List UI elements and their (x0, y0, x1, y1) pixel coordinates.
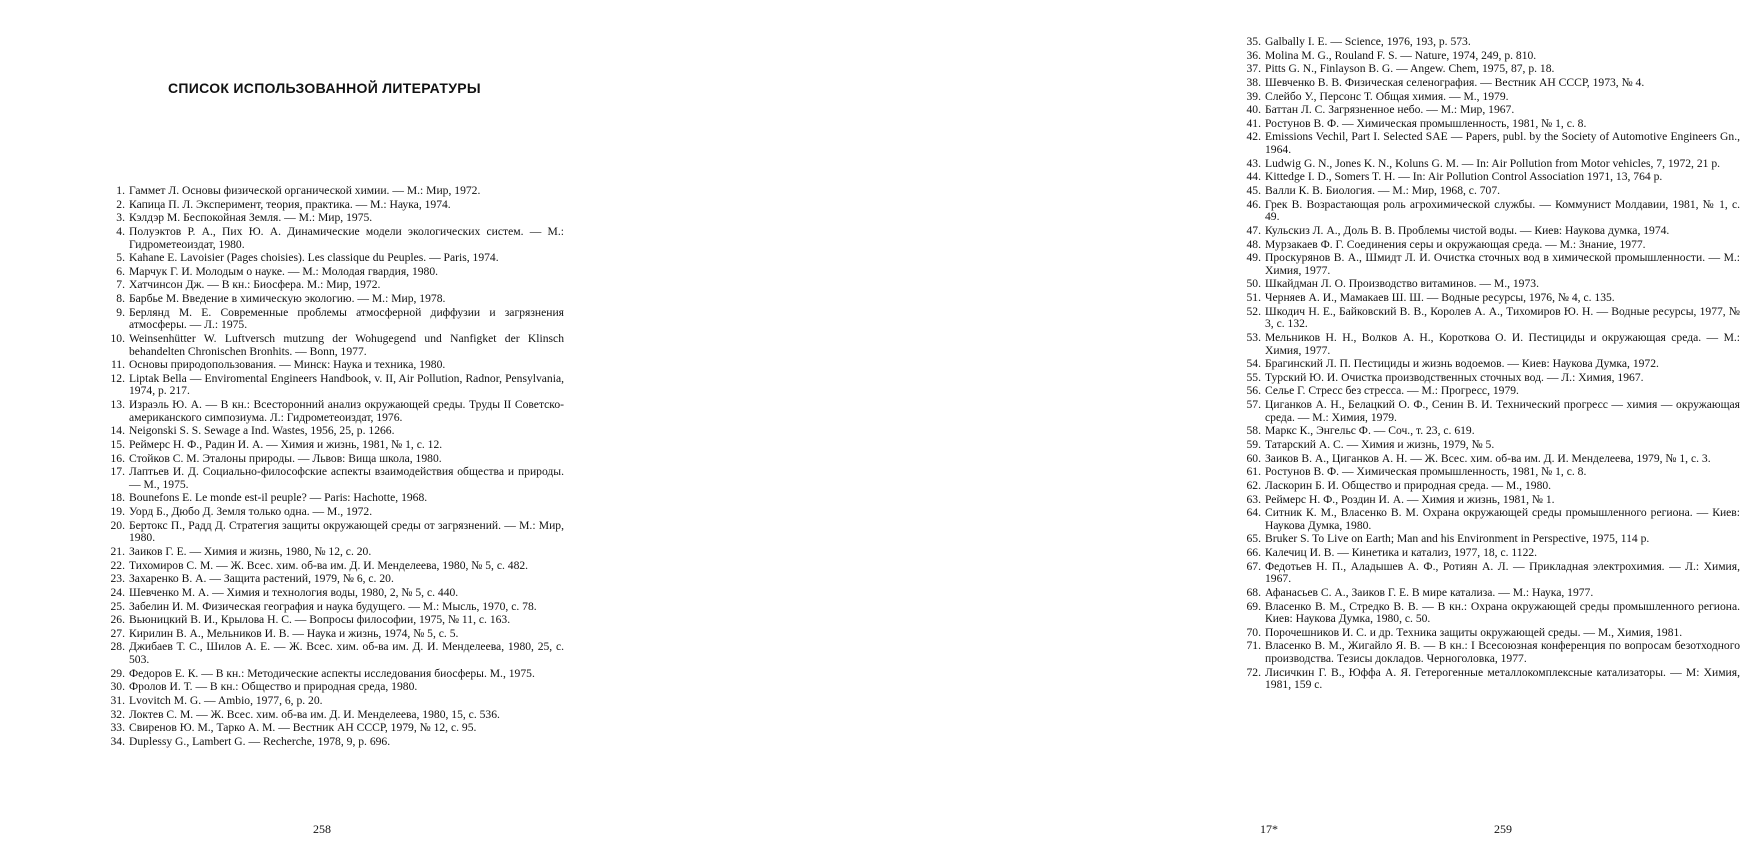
reference-item (1240, 466, 1740, 479)
reference-text: Мурзакаев Ф. Г. Соединения серы и окружающая среда. — М.: Знание, 1977. (1265, 237, 1646, 251)
reference-item (104, 466, 564, 491)
reference-text: Власенко В. М., Жигайло Я. В. — В кн.: I Всесоюзная конференция по вопросам безотходного производства. Тезисы докладов. Черноголовка, 1977. (1265, 639, 1740, 665)
reference-text: Вьюницкий В. И., Крылова Н. С. — Вопросы философии, 1975, № 11, с. 163. (129, 613, 511, 627)
reference-number: 29. (110, 666, 125, 680)
reference-number: 43. (1246, 156, 1261, 170)
reference-item (1240, 239, 1740, 252)
reference-number: 71. (1246, 639, 1261, 653)
reference-number: 32. (110, 707, 125, 721)
reference-text: Афанасьев С. А., Заиков Г. Е. В мире катализа. — М.: Наука, 1977. (1265, 585, 1594, 599)
reference-text: Свиренов Ю. М., Тарко А. М. — Вестник АН СССР, 1979, № 12, с. 95. (129, 721, 477, 735)
reference-item (1240, 225, 1740, 238)
reference-number: 7. (116, 278, 125, 292)
reference-item (104, 560, 564, 573)
reference-item (1240, 372, 1740, 385)
reference-number: 9. (116, 305, 125, 319)
reference-item (1240, 332, 1740, 357)
reference-text: Калечиц И. В. — Кинетика и катализ, 1977, 18, с. 1122. (1265, 546, 1538, 560)
reference-number: 42. (1246, 130, 1261, 144)
reference-text: Ласкорин Б. И. Общество и природная среда. — М., 1980. (1265, 478, 1552, 492)
reference-item (104, 252, 564, 265)
reference-item (104, 279, 564, 292)
reference-list-right (1240, 36, 1740, 693)
reference-text: Барбье М. Введение в химическую экологию. — М.: Мир, 1978. (129, 292, 446, 306)
reference-text: Заиков Г. Е. — Химия и жизнь, 1980, № 12, с. 20. (129, 544, 372, 558)
reference-text: Проскурянов В. А., Шмидт Л. И. Очистка сточных вод в химической промышленности. — М.: Химия, 1977. (1265, 251, 1740, 277)
reference-item (1240, 131, 1740, 156)
reference-item (104, 185, 564, 198)
reference-text: Татарский А. С. — Химия и жизнь, 1979, № 5. (1265, 437, 1495, 451)
reference-item (104, 359, 564, 372)
reference-number: 64. (1246, 506, 1261, 520)
reference-item (104, 695, 564, 708)
reference-number: 20. (110, 518, 125, 532)
reference-item (1240, 306, 1740, 331)
reference-text: Ростунов В. Ф. — Химическая промышленность, 1981, № 1, с. 8. (1265, 465, 1587, 479)
reference-number: 18. (110, 491, 125, 505)
reference-item (104, 399, 564, 424)
reference-number: 34. (110, 734, 125, 748)
reference-text: Валли К. В. Биология. — М.: Мир, 1968, с. 707. (1265, 184, 1501, 197)
reference-text: Кульскиз Л. А., Доль В. В. Проблемы чистой воды. — Киев: Наукова думка, 1974. (1265, 223, 1670, 237)
reference-text: Ростунов В. Ф. — Химическая промышленность, 1981, № 1, с. 8. (1265, 116, 1587, 130)
reference-text: Bounefons E. Le monde est-il peuple? — Paris: Hachotte, 1968. (129, 491, 428, 505)
left-page (0, 0, 600, 868)
reference-text: Стойков С. М. Эталоны природы. — Львов: Вища школа, 1980. (129, 451, 442, 465)
reference-item (104, 439, 564, 452)
reference-number: 28. (110, 640, 125, 654)
page-number-right: 259 (1494, 822, 1512, 836)
reference-number: 63. (1246, 492, 1261, 506)
reference-item (104, 681, 564, 694)
reference-text: Bruker S. To Live on Earth; Man and his Environment in Perspective, 1975, 114 p. (1265, 532, 1650, 546)
reference-text: Маркс К., Энгельс Ф. — Соч., т. 23, с. 619. (1265, 424, 1475, 438)
reference-number: 51. (1246, 291, 1261, 305)
reference-item (104, 453, 564, 466)
reference-text: Полуэктов Р. А., Пих Ю. А. Динамические модели экологических систем. — М.: Гидрометеоиздат, 1980. (129, 224, 564, 251)
reference-text: Забелин И. М. Физическая география и наука будущего. — М.: Мысль, 1970, с. 78. (129, 599, 537, 613)
reference-number: 68. (1246, 585, 1261, 599)
reference-number: 60. (1246, 451, 1261, 465)
reference-text: Лисичкин Г. В., Юффа А. Я. Гетерогенные металлокомплексные катализаторы. — М: Химия, 1981, 159 с. (1265, 665, 1740, 692)
reference-text: Weinsenhütter W. Luftversch mutzung der Wohugegend und Nanfigket der Klinsch behandelten Chronischen Bronhits. — Bonn, 1977. (129, 331, 564, 358)
reference-number: 12. (110, 371, 125, 385)
reference-item (1240, 63, 1740, 76)
reference-number: 59. (1246, 437, 1261, 451)
reference-item (1240, 252, 1740, 277)
page-number-left: 258 (313, 822, 331, 836)
reference-text: Марчук Г. И. Молодым о науке. — М.: Молодая гвардия, 1980. (129, 264, 439, 278)
reference-number: 49. (1246, 251, 1261, 265)
reference-number: 45. (1246, 184, 1261, 197)
reference-item (104, 722, 564, 735)
reference-item (1240, 640, 1740, 665)
reference-number: 31. (110, 693, 125, 707)
reference-number: 54. (1246, 357, 1261, 371)
reference-number: 36. (1246, 48, 1261, 62)
reference-text: Бертокс П., Радд Д. Стратегия защиты окружающей среды от загрязнений. — М.: Мир, 1980. (129, 518, 564, 545)
reference-item (1240, 494, 1740, 507)
reference-number: 33. (110, 721, 125, 735)
reference-text: Кэлдэр М. Беспокойная Земля. — М.: Мир, 1975. (129, 211, 373, 225)
reference-item (104, 614, 564, 627)
reference-text: Тихомиров С. М. — Ж. Всес. хим. об-ва им. Д. И. Менделеева, 1980, № 5, с. 482. (129, 558, 529, 572)
reference-item (104, 266, 564, 279)
reference-item (1240, 171, 1740, 184)
reference-text: Kittedge I. D., Somers T. H. — In: Air Pollution Control Association 1971, 13, 764 p. (1265, 170, 1663, 184)
reference-text: Брагинский Л. П. Пестициды и жизнь водоемов. — Киев: Наукова Думка, 1972. (1265, 357, 1659, 371)
reference-number: 56. (1246, 384, 1261, 398)
reference-item (104, 641, 564, 666)
reference-item (1240, 439, 1740, 452)
reference-item (104, 520, 564, 545)
reference-number: 39. (1246, 89, 1261, 103)
reference-number: 8. (116, 292, 125, 306)
reference-text: Баттан Л. С. Загрязненное небо. — М.: Мир, 1967. (1265, 103, 1515, 117)
reference-number: 23. (110, 572, 125, 586)
reference-item (1240, 480, 1740, 493)
reference-item (1240, 667, 1740, 692)
reference-item (1240, 104, 1740, 117)
reference-number: 1. (116, 184, 125, 197)
reference-text: Лаптьев И. Д. Социально-философские аспекты взаимодействия общества и природы. — М., 1975. (129, 465, 564, 491)
reference-item (1240, 118, 1740, 131)
reference-number: 67. (1246, 559, 1261, 573)
reference-number: 37. (1246, 62, 1261, 76)
reference-number: 26. (110, 613, 125, 627)
reference-item (104, 293, 564, 306)
reference-text: Власенко В. М., Стредко В. В. — В кн.: Охрана окружающей среды промышленного региона. Киев: Наукова Думка, 1980, с. 50. (1265, 599, 1740, 626)
reference-text: Ситник К. М., Власенко В. М. Охрана окружающей среды промышленного региона. — Киев: Наукова Думка, 1980. (1265, 506, 1740, 532)
reference-number: 5. (116, 251, 125, 265)
reference-number: 19. (110, 505, 125, 519)
reference-number: 72. (1246, 665, 1261, 679)
reference-item (1240, 587, 1740, 600)
reference-text: Хатчинсон Дж. — В кн.: Биосфера. М.: Мир, 1972. (129, 278, 381, 292)
right-page (600, 0, 1740, 868)
reference-number: 4. (116, 224, 125, 238)
reference-number: 53. (1246, 330, 1261, 344)
reference-text: Шкодич Н. Е., Байковский В. В., Королев А. А., Тихомиров Ю. Н. — Водные ресурсы, 1977, № 3, с. 132. (1265, 304, 1740, 331)
reference-number: 62. (1246, 478, 1261, 492)
reference-number: 15. (110, 437, 125, 451)
reference-item (104, 587, 564, 600)
reference-text: Ludwig G. N., Jones K. N., Koluns G. M. — In: Air Pollution from Motor vehicles, 7, 1972, 21 p. (1265, 156, 1721, 170)
reference-item (1240, 158, 1740, 171)
reference-number: 2. (116, 197, 125, 211)
reference-text: Федоров Е. К. — В кн.: Методические аспекты исследования биосферы. М., 1975. (129, 666, 535, 680)
reference-item (1240, 199, 1740, 224)
reference-number: 27. (110, 626, 125, 640)
reference-text: Циганков А. Н., Белацкий О. Ф., Сенин В. И. Технический прогресс — химия — окружающая среда. — М.: Химия, 1979. (1265, 398, 1740, 424)
reference-text: Слейбо У., Персонс Т. Общая химия. — М., 1979. (1265, 89, 1509, 103)
reference-number: 52. (1246, 304, 1261, 318)
reference-item (104, 333, 564, 358)
reference-text: Шевченко М. А. — Химия и технология воды, 1980, 2, № 5, с. 440. (129, 585, 459, 599)
reference-number: 40. (1246, 103, 1261, 117)
reference-text: Капица П. Л. Эксперимент, теория, практика. — М.: Наука, 1974. (129, 197, 451, 211)
reference-number: 58. (1246, 424, 1261, 438)
reference-number: 46. (1246, 197, 1261, 211)
reference-number: 3. (116, 211, 125, 225)
reference-item (104, 199, 564, 212)
reference-text: Liptak Bella — Enviromental Engineers Handbook, v. II, Air Pollution, Radnor, Pensylvania, 1974, p. 217. (129, 371, 564, 398)
reference-item (1240, 547, 1740, 560)
reference-number: 66. (1246, 546, 1261, 560)
reference-number: 16. (110, 451, 125, 465)
reference-item (1240, 425, 1740, 438)
reference-number: 57. (1246, 398, 1261, 412)
reference-text: Molina M. G., Rouland F. S. — Nature, 1974, 249, p. 810. (1265, 48, 1537, 62)
reference-text: Локтев С. М. — Ж. Всес. хим. об-ва им. Д. И. Менделеева, 1980, 15, с. 536. (129, 707, 500, 721)
reference-number: 55. (1246, 370, 1261, 384)
reference-item (1240, 601, 1740, 626)
reference-item (104, 668, 564, 681)
reference-item (1240, 385, 1740, 398)
reference-item (1240, 627, 1740, 640)
reference-number: 11. (110, 358, 125, 372)
reference-text: Lvovitch M. G. — Ambio, 1977, 6, p. 20. (129, 693, 323, 707)
reference-text: Мельников Н. Н., Волков А. Н., Короткова О. И. Пестициды и окружающая среда. — М.: Химия, 1977. (1265, 330, 1740, 357)
reference-text: Заиков В. А., Циганков А. Н. — Ж. Всес. хим. об-ва им. Д. И. Менделеева, 1979, № 1, с. 3. (1265, 451, 1711, 465)
reference-number: 24. (110, 585, 125, 599)
reference-item (1240, 533, 1740, 546)
reference-text: Emissions Vechil, Part I. Selected SAE — Papers, publ. by the Society of Automotive Engineers Gn., 1964. (1265, 130, 1740, 157)
reference-number: 13. (110, 398, 125, 412)
reference-text: Уорд Б., Дюбо Д. Земля только одна. — М., 1972. (129, 505, 373, 519)
reference-item (1240, 36, 1740, 49)
reference-item (1240, 278, 1740, 291)
reference-text: Kahane E. Lavoisier (Pages choisies). Les classique du Peuples. — Paris, 1974. (129, 251, 499, 265)
reference-text: Фролов И. Т. — В кн.: Общество и природная среда, 1980. (129, 680, 418, 694)
reference-number: 44. (1246, 170, 1261, 184)
reference-text: Захаренко В. А. — Защита растений, 1979, № 6, с. 20. (129, 572, 394, 586)
reference-text: Шевченко В. В. Физическая селенография. — Вестник АН СССР, 1973, № 4. (1265, 75, 1645, 89)
reference-text: Шкайдман Л. О. Производство витаминов. — М., 1973. (1265, 277, 1539, 291)
reference-number: 17. (110, 465, 125, 479)
reference-item (104, 226, 564, 251)
reference-text: Селье Г. Стресс без стресса. — М.: Прогресс, 1979. (1265, 384, 1519, 398)
reference-text: Duplessy G., Lambert G. — Recherche, 1978, 9, p. 696. (129, 734, 391, 748)
reference-list-left (104, 185, 564, 750)
reference-number: 14. (110, 424, 125, 438)
reference-item (1240, 399, 1740, 424)
reference-number: 10. (110, 331, 125, 345)
reference-number: 70. (1246, 625, 1261, 639)
reference-item (104, 628, 564, 641)
reference-item (1240, 91, 1740, 104)
reference-text: Берлянд М. Е. Современные проблемы атмосферной диффузии и загрязнения атмосферы. — Л.: 1975. (129, 305, 564, 332)
reference-number: 65. (1246, 532, 1261, 546)
reference-text: Израэль Ю. А. — В кн.: Всесторонний анализ окружающей среды. Труды II Советско-американского симпозиума. Л.: Гидрометеоиздат, 1976. (129, 398, 564, 424)
page-title: СПИСОК ИСПОЛЬЗОВАННОЙ ЛИТЕРАТУРЫ (168, 80, 481, 96)
reference-item (104, 307, 564, 332)
reference-text: Реймерс Н. Ф., Радин И. А. — Химия и жизнь, 1981, № 1, с. 12. (129, 437, 443, 451)
reference-text: Джибаев Т. С., Шилов А. Е. — Ж. Всес. хим. об-ва им. Д. И. Менделеева, 1980, 25, с. 503. (129, 640, 564, 667)
reference-text: Реймерс Н. Ф., Роздин И. А. — Химия и жизнь, 1981, № 1. (1265, 492, 1555, 506)
reference-item (104, 425, 564, 438)
reference-number: 41. (1246, 116, 1261, 130)
reference-text: Основы природопользования. — Минск: Наука и техника, 1980. (129, 358, 446, 372)
reference-item (1240, 292, 1740, 305)
reference-text: Порочешников И. С. и др. Техника защиты окружающей среды. — М., Химия, 1981. (1265, 625, 1683, 639)
reference-item (1240, 561, 1740, 586)
reference-text: Грек В. Возрастающая роль агрохимической службы. — Коммунист Молдавии, 1981, № 1, с. 49. (1265, 197, 1740, 224)
reference-item (104, 212, 564, 225)
reference-number: 35. (1246, 35, 1261, 48)
reference-text: Neigonski S. S. Sewage a Ind. Wastes, 1956, 25, p. 1266. (129, 424, 395, 438)
reference-item (1240, 453, 1740, 466)
reference-number: 30. (110, 680, 125, 694)
reference-item (104, 736, 564, 749)
reference-item (104, 709, 564, 722)
reference-item (104, 546, 564, 559)
reference-item (1240, 185, 1740, 198)
reference-text: Турский Ю. И. Очистка производственных сточных вод. — Л.: Химия, 1967. (1265, 370, 1644, 384)
reference-item (1240, 77, 1740, 90)
signature-mark: 17* (1260, 822, 1278, 836)
reference-number: 61. (1246, 465, 1261, 479)
reference-item (1240, 507, 1740, 532)
reference-number: 21. (110, 544, 125, 558)
reference-text: Черняев А. И., Мамакаев Ш. Ш. — Водные ресурсы, 1976, № 4, с. 135. (1265, 291, 1615, 305)
reference-number: 48. (1246, 237, 1261, 251)
reference-item (104, 492, 564, 505)
reference-number: 69. (1246, 599, 1261, 613)
reference-number: 38. (1246, 75, 1261, 89)
reference-item (1240, 358, 1740, 371)
reference-text: Кирилин В. А., Мельников И. В. — Наука и жизнь, 1974, № 5, с. 5. (129, 626, 459, 640)
reference-item (104, 506, 564, 519)
reference-text: Гаммет Л. Основы физической органической химии. — М.: Мир, 1972. (129, 184, 481, 197)
reference-item (1240, 50, 1740, 63)
reference-text: Федотьев Н. П., Аладышев А. Ф., Ротиян А. Л. — Прикладная электрохимия. — Л.: Химия, 1967. (1265, 559, 1740, 586)
reference-text: Galbally I. E. — Science, 1976, 193, p. 573. (1265, 35, 1471, 48)
reference-item (104, 573, 564, 586)
reference-number: 25. (110, 599, 125, 613)
reference-number: 47. (1246, 223, 1261, 237)
reference-item (104, 373, 564, 398)
reference-item (104, 601, 564, 614)
reference-number: 22. (110, 558, 125, 572)
reference-text: Pitts G. N., Finlayson B. G. — Angew. Chem, 1975, 87, p. 18. (1265, 62, 1555, 76)
reference-number: 50. (1246, 277, 1261, 291)
reference-number: 6. (116, 264, 125, 278)
